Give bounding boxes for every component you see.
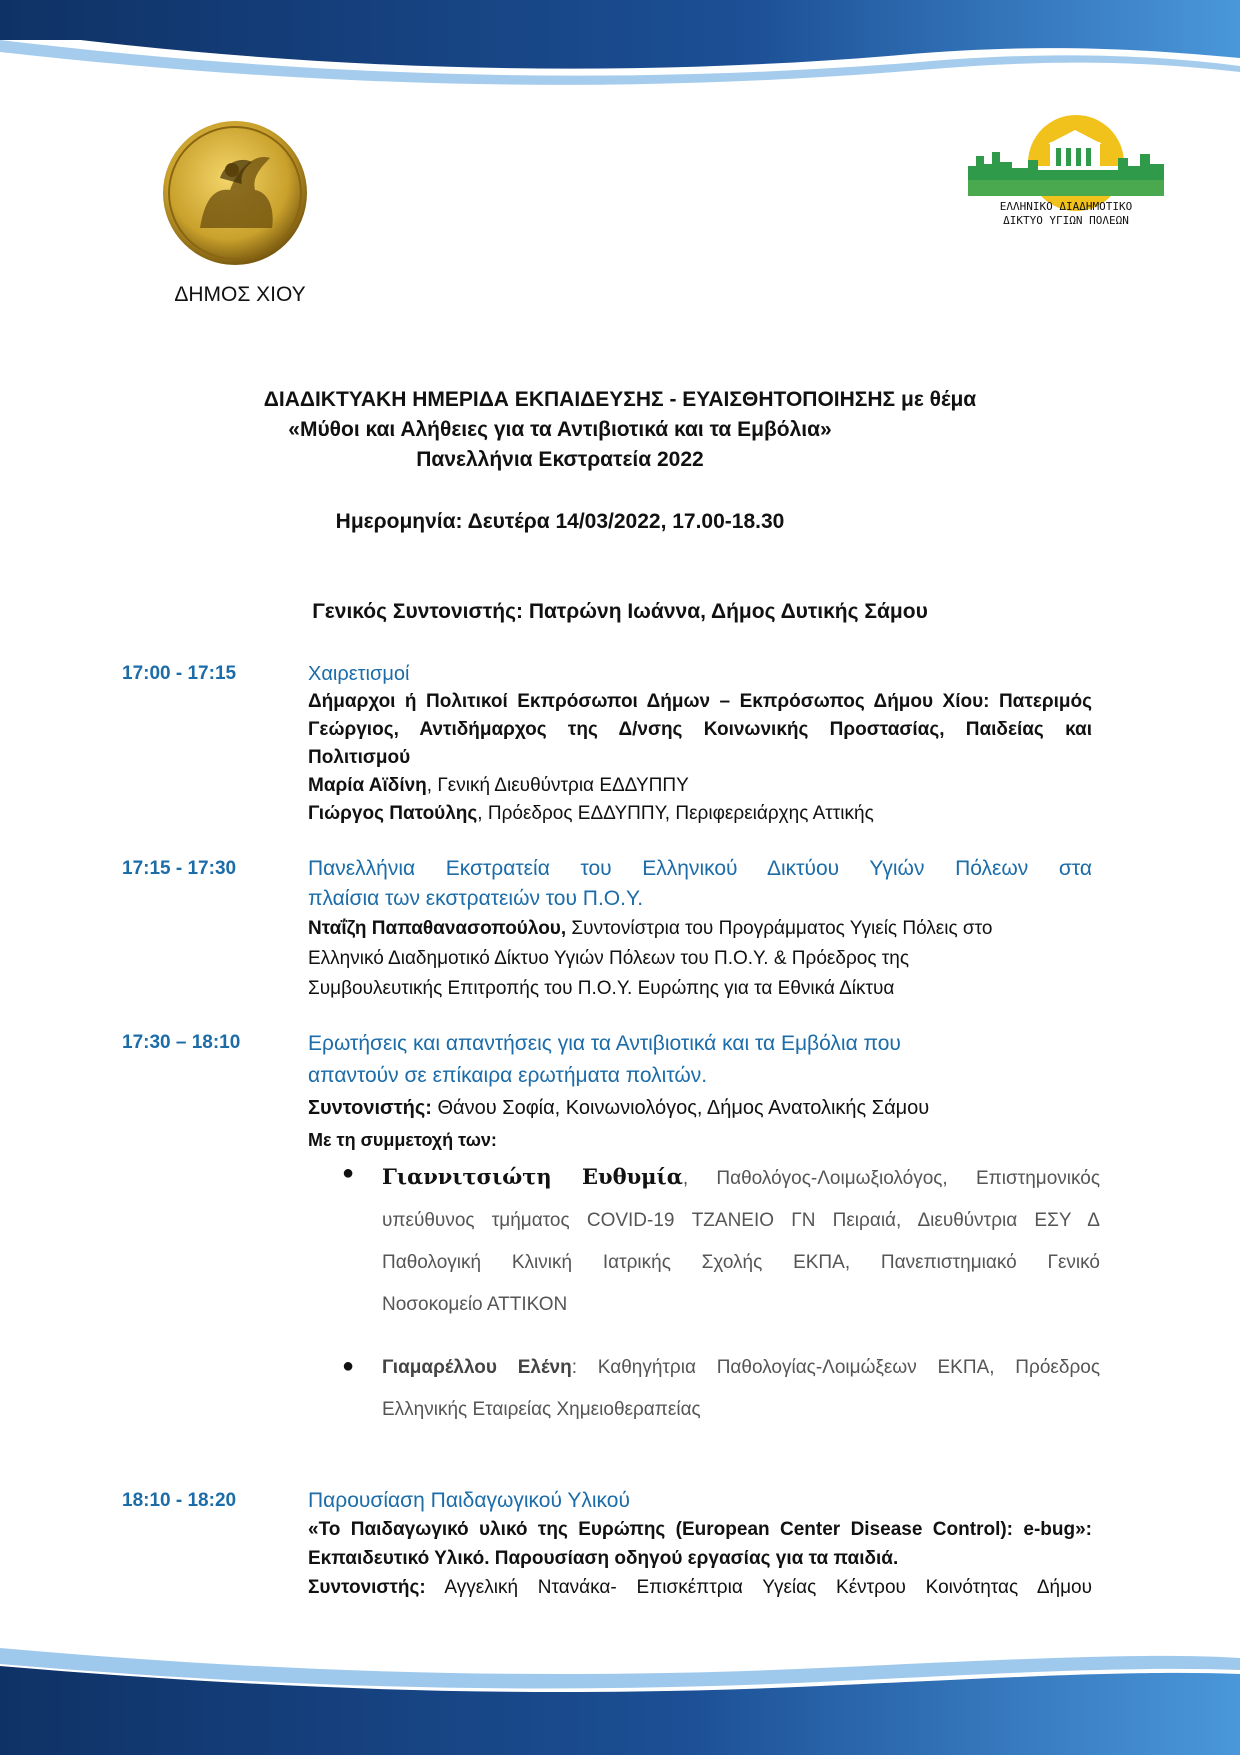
bullet-icon: ● [342,1162,355,1184]
session-3-participants-label: Με τη συμμετοχή των: [308,1130,497,1150]
participant-desc-line1: , Παθολόγος-Λοιμωξιολόγος, Επιστημονικός [682,1168,1100,1189]
session-2-title-line2: πλαίσια των εκστρατειών του Π.Ο.Υ. [308,887,644,910]
event-date: Ημερομηνία: Δευτέρα 14/03/2022, 17.00-18.30 [335,510,785,533]
session-1-text-line3: Πολιτισμού [308,747,411,768]
session-1-time: 17:00 - 17:15 [122,663,237,684]
session-3-coordinator [308,1092,1092,1124]
session-1-text-line1: Δήμαρχοι ή Πολιτικοί Εκπρόσωποι Δήμων – Εκπρόσωπος Δήμου Χίου: Πατεριμός [308,691,1092,712]
participant-2 [382,1347,1100,1431]
municipality-logo [160,118,310,268]
session-2-title-line1: Πανελλήνια Εκστρατεία του Ελληνικού Δικτύου Υγιών Πόλεων στα [308,857,1092,880]
event-title-line3: Πανελλήνια Εκστρατεία 2022 [416,448,704,471]
bullet-icon: ● [342,1355,355,1377]
coordinator-label: Συντονιστής: [308,1097,432,1119]
event-title-line2: «Μύθοι και Αλήθειες για τα Αντιβιοτικά και τα Εμβόλια» [288,418,832,441]
session-3 [308,1028,1092,1156]
session-2-speaker-line3: Συμβουλευτικής Επιτροπής του Π.Ο.Υ. Ευρώπης για τα Εθνικά Δίκτυα [308,978,895,999]
session-1-speaker-1 [308,772,1092,800]
participant-desc-line2: Ελληνικής Εταιρείας Χημειοθεραπείας [382,1399,701,1420]
participant-list-item [342,1347,1100,1437]
speaker-name: Μαρία Αϊδίνη [308,775,427,796]
session-1-title: Χαιρετισμοί [308,663,410,685]
session-1 [308,660,1092,828]
session-3-title-line2: απαντούν σε επίκαιρα ερωτήματα πολιτών. [308,1064,708,1087]
session-2-speaker-line2: Ελληνικό Διαδημοτικό Δίκτυο Υγιών Πόλεων του Π.Ο.Υ. & Πρόεδρος της [308,948,909,969]
top-decorative-band [0,0,1240,95]
event-title-line1: ΔΙΑΔΙΚΤΥΑΚΗ ΗΜΕΡΙΔΑ ΕΚΠΑΙΔΕΥΣΗΣ - ΕΥΑΙΣΘΗΤΟΠΟΙΗΣΗΣ με θέμα [263,388,977,411]
session-4-text-line2: Εκπαιδευτικό Υλικό. Παρουσίαση οδηγού εργασίας για τα παιδιά. [308,1548,899,1569]
participant-list-item [342,1156,1100,1336]
coordinator-value: Αγγελική Ντανάκα- Επισκέπτρια Υγείας Κέντρου Κοινότητας Δήμου [425,1577,1092,1598]
bottom-decorative-band [0,1630,1240,1755]
network-logo-line1: ΕΛΛΗΝΙΚΟ ΔΙΑΔΗΜΟΤΙΚΟ [999,200,1133,213]
session-4 [308,1486,1092,1602]
participant-name: Γιαννιτσιώτη Ευθυμία [382,1164,683,1189]
session-3-title-line1: Ερωτήσεις και απαντήσεις για τα Αντιβιοτικά και τα Εμβόλια που [308,1032,901,1055]
participant-desc-line2: υπεύθυνος τμήματος COVID-19 ΤΖΑΝΕΙΟ ΓΝ Πειραιά, Διευθύντρια ΕΣΥ Δ [382,1210,1100,1231]
session-1-speaker-2 [308,800,1092,828]
speaker-role: , Πρόεδρος ΕΔΔΥΠΠΥ, Περιφερειάρχης Αττικής [477,803,874,824]
participant-desc-line1: : Καθηγήτρια Παθολογίας-Λοιμώξεων ΕΚΠΑ, Πρόεδρος [571,1357,1100,1378]
session-2-time: 17:15 - 17:30 [122,858,237,879]
session-4-time: 18:10 - 18:20 [122,1490,237,1511]
participant-1 [382,1156,1100,1326]
session-4-title: Παρουσίαση Παιδαγωγικού Υλικού [308,1489,630,1512]
session-4-coordinator [308,1573,1092,1602]
speaker-role-line1: Συντονίστρια του Προγράμματος Υγιείς Πόλεις στο [566,918,993,939]
dimos-chiou-sphinx-coin-icon [160,118,310,268]
participant-desc-line4: Νοσοκομείο ΑΤΤΙΚΟΝ [382,1294,568,1315]
municipality-name: ΔΗΜΟΣ ΧΙΟΥ [174,283,306,306]
coordinator-value: Θάνου Σοφία, Κοινωνιολόγος, Δήμος Ανατολικής Σάμου [431,1097,930,1119]
coordinator-label: Συντονιστής: [308,1577,426,1598]
participant-name: Γιαμαρέλλου Ελένη [382,1357,572,1378]
speaker-name: Γιώργος Πατούλης [308,803,478,824]
session-1-text-line2: Γεώργιος, Αντιδήμαρχος της Δ/νσης Κοινωνικής Προστασίας, Παιδείας και [308,719,1092,740]
network-logo-line2: ΔΙΚΤΥΟ ΥΓΙΩΝ ΠΟΛΕΩΝ [1003,214,1129,227]
speaker-role: , Γενική Διευθύντρια ΕΔΔΥΠΠΥ [426,775,689,796]
general-coordinator: Γενικός Συντονιστής: Πατρώνη Ιωάννα, Δήμος Δυτικής Σάμου [312,600,928,623]
speaker-name: Νταΐζη Παπαθανασοπούλου, [308,918,567,939]
session-4-text-line1: «Το Παιδαγωγικό υλικό της Ευρώπης (European Center Disease Control): e-bug»: [308,1519,1092,1540]
session-2 [308,854,1092,1004]
healthy-cities-network-logo [968,108,1164,228]
session-3-time: 17:30 – 18:10 [122,1032,241,1053]
network-logo [968,108,1164,228]
session-2-speaker [308,914,1092,944]
participant-desc-line3: Παθολογική Κλινική Ιατρικής Σχολής ΕΚΠΑ, Πανεπιστημιακό Γενικό [382,1252,1100,1273]
